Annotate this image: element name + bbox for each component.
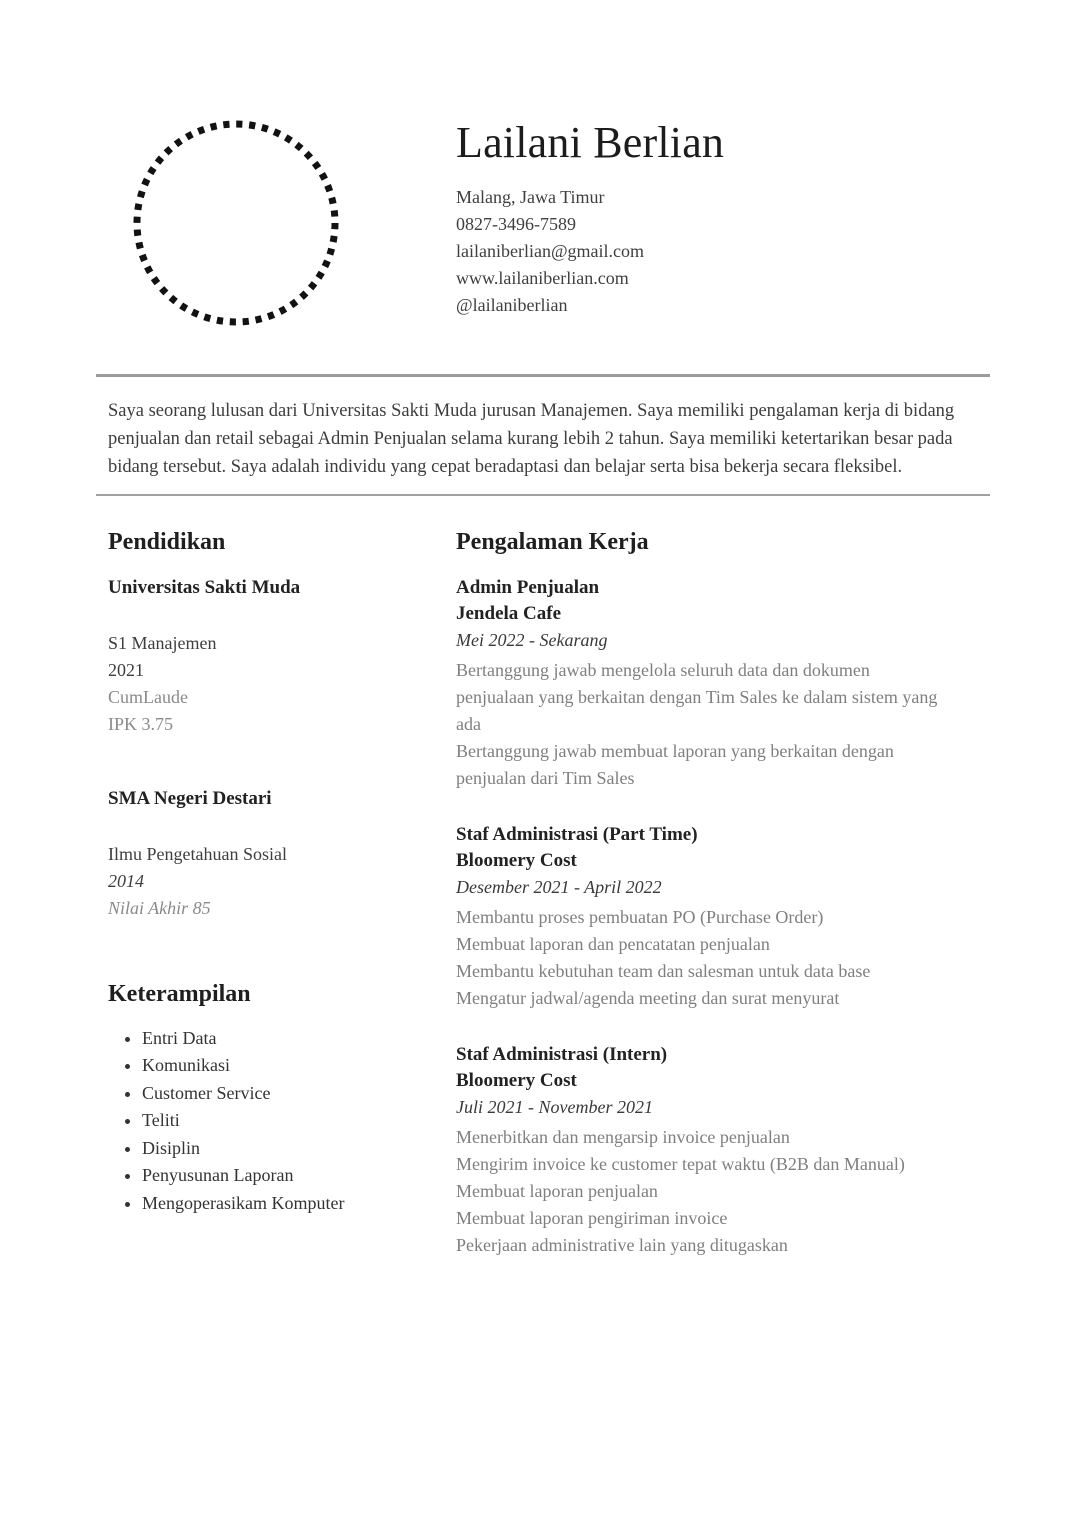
left-column (108, 528, 444, 1259)
skills-heading: Keterampilan (108, 980, 251, 1007)
skill-item: • Teliti (142, 1107, 444, 1135)
job-duty: Mengirim invoice ke customer tepat waktu (B2B dan Manual) (456, 1153, 905, 1174)
job-duty: Menerbitkan dan mengarsip invoice penjualan (456, 1126, 790, 1147)
education-heading: Pendidikan (108, 529, 226, 555)
divider-bottom (96, 494, 990, 496)
education-entries (108, 575, 444, 922)
skill-item: • Customer Service (142, 1080, 444, 1108)
skill-item: • Mengoperasikam Komputer (142, 1190, 444, 1218)
education-details (108, 630, 444, 738)
job-duty: Pekerjaan administrative lain yang ditugaskan (456, 1234, 788, 1255)
skill-item: • Komunikasi (142, 1052, 444, 1080)
divider-top (96, 374, 990, 377)
header-left (108, 118, 444, 326)
summary-text: Saya seorang lulusan dari Universitas Sakti Muda jurusan Manajemen. Saya memiliki pengalaman kerja di bidang penjualan dan retail sebagai Admin Penjualan selama kurang lebih 2 tahun. Saya memiliki ketertarikan besar pada bidang tersebut. Saya adalah individu yang cepat beradaptasi dan belajar serta bisa bekerja secara fleksibel. (108, 401, 955, 477)
job-duty: Membuat laporan pengiriman invoice (456, 1207, 728, 1228)
education-entry (108, 575, 444, 738)
job-title: Admin Penjualan (456, 576, 600, 598)
header (96, 118, 990, 326)
job-duty: Membuat laporan penjualan (456, 1180, 658, 1201)
experience-entry (456, 1042, 990, 1259)
skill-item: • Penyusunan Laporan (142, 1162, 444, 1190)
education-detail-line: IPK 3.75 (108, 713, 174, 734)
skills-section (108, 980, 444, 1217)
job-period: Desember 2021 - April 2022 (456, 876, 662, 897)
job-period: Juli 2021 - November 2021 (456, 1096, 653, 1117)
job-duty: Membuat laporan dan pencatatan penjualan (456, 933, 770, 954)
education-section (108, 528, 444, 922)
header-right (456, 118, 990, 326)
contact-social-handle: @lailaniberlian (456, 295, 568, 316)
experience-entries (456, 575, 990, 1259)
experience-entry (456, 822, 990, 1012)
experience-section (456, 528, 990, 1259)
education-detail-line: S1 Manajemen (108, 632, 217, 653)
experience-entry (456, 575, 990, 792)
person-name: Lailani Berlian (456, 118, 725, 167)
job-duties (456, 1124, 948, 1259)
education-entry (108, 786, 444, 922)
education-detail-line: 2021 (108, 659, 144, 680)
school-name: SMA Negeri Destari (108, 787, 272, 809)
job-duty: Membantu kebutuhan team dan salesman untuk data base (456, 960, 871, 981)
skill-item: • Disiplin (142, 1135, 444, 1163)
job-duties (456, 657, 948, 792)
job-duty: Membantu proses pembuatan PO (Purchase Order) (456, 906, 824, 927)
skill-item: • Entri Data (142, 1025, 444, 1053)
job-duty: Bertanggung jawab mengelola seluruh data dan dokumen penjualaan yang berkaitan dengan Tim Sales ke dalam sistem yang ada (456, 659, 938, 734)
job-period: Mei 2022 - Sekarang (456, 629, 608, 650)
contact-phone: 0827-3496-7589 (456, 214, 576, 235)
job-company: Jendela Cafe (456, 602, 562, 624)
education-detail-line: CumLaude (108, 686, 188, 707)
job-company: Bloomery Cost (456, 849, 577, 871)
job-duty: Bertanggung jawab membuat laporan yang berkaitan dengan penjualan dari Tim Sales (456, 740, 894, 788)
education-details (108, 841, 444, 922)
job-duties (456, 904, 948, 1012)
contact-website: www.lailaniberlian.com (456, 268, 629, 289)
avatar-dotted-circle (133, 120, 339, 326)
columns (96, 528, 990, 1259)
job-duty: Mengatur jadwal/agenda meeting dan surat menyurat (456, 987, 840, 1008)
contact-list (456, 184, 990, 319)
skills-list (108, 1025, 444, 1218)
job-title: Staf Administrasi (Part Time) (456, 823, 698, 845)
education-detail-line: Nilai Akhir 85 (108, 897, 211, 918)
school-name: Universitas Sakti Muda (108, 576, 301, 598)
right-column (456, 528, 990, 1259)
contact-email: lailaniberlian@gmail.com (456, 241, 645, 262)
education-detail-line: Ilmu Pengetahuan Sosial (108, 843, 287, 864)
job-title: Staf Administrasi (Intern) (456, 1043, 668, 1065)
education-detail-line: 2014 (108, 870, 144, 891)
contact-location: Malang, Jawa Timur (456, 187, 605, 208)
job-company: Bloomery Cost (456, 1069, 577, 1091)
experience-heading: Pengalaman Kerja (456, 529, 649, 555)
